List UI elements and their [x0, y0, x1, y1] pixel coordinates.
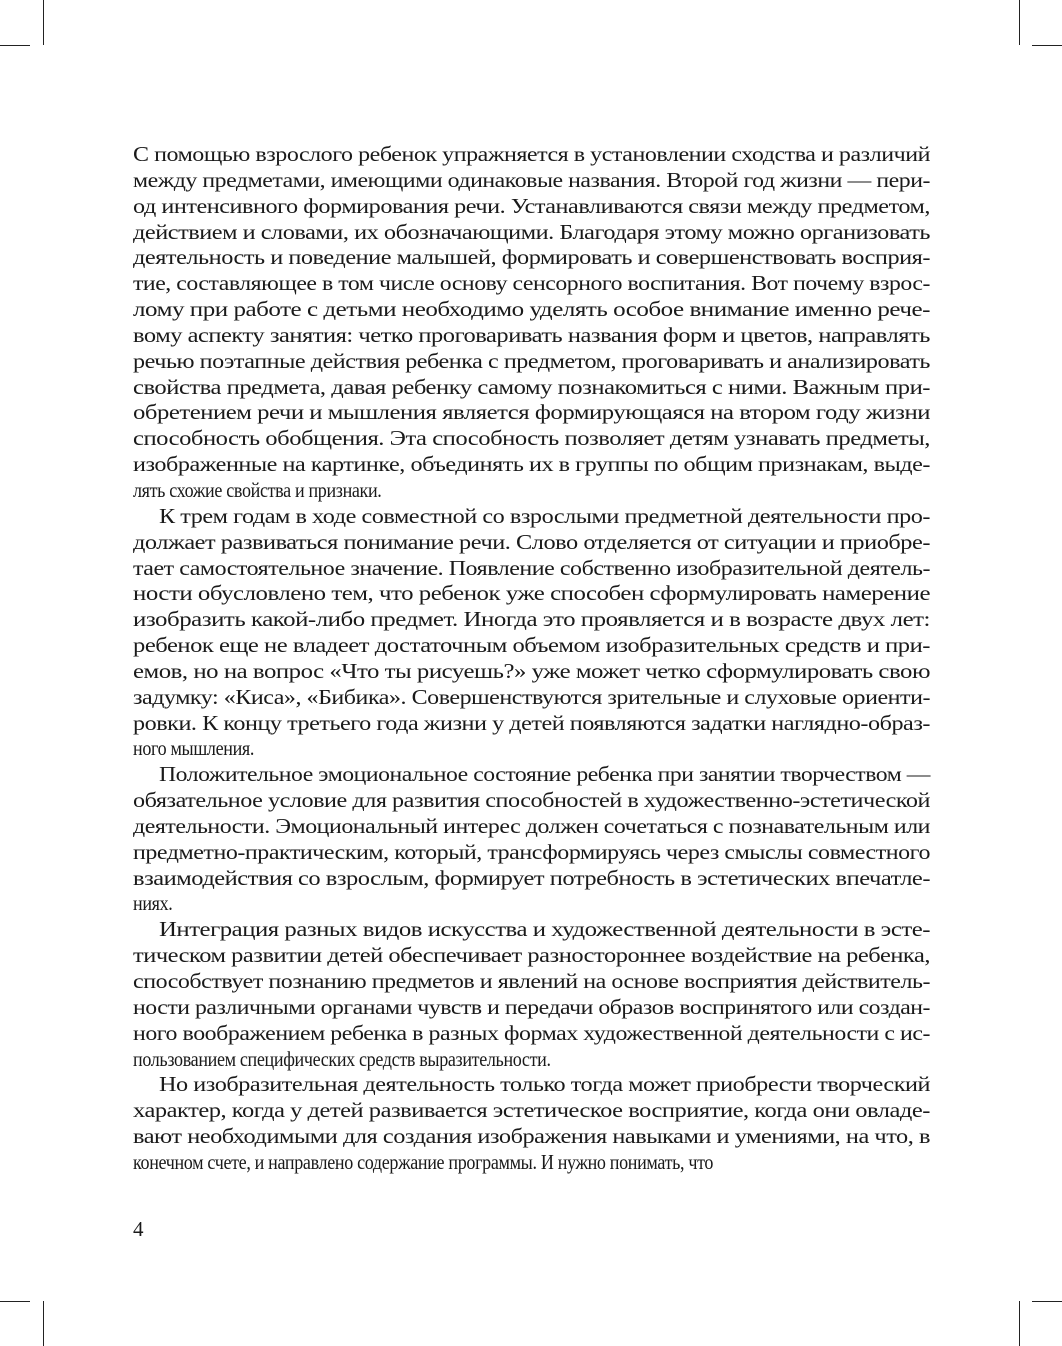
- paragraph: [133, 504, 930, 762]
- text-line-content: изображенные на картинке, объединять их в группы по общим признакам, выде-: [133, 452, 931, 477]
- text-line-content: взаимодействия со взрослым, формирует потребность в эстетических впечатле-: [133, 865, 930, 890]
- text-line: [133, 1124, 930, 1150]
- text-line: [133, 1098, 930, 1124]
- text-line: [133, 943, 930, 969]
- text-line-content: свойства предмета, давая ребенку самому познакомиться с ними. Важным при-: [133, 374, 930, 399]
- text-line-content: должает развиваться понимание речи. Слово отделяется от ситуации и приобре-: [133, 529, 930, 554]
- text-line-content: характер, когда у детей развивается эстетическое восприятие, когда они овладе-: [133, 1098, 930, 1123]
- text-line: [133, 452, 930, 478]
- text-line-content: лять схожие свойства и признаки.: [133, 477, 382, 502]
- text-line: [133, 866, 930, 892]
- text-line: [133, 581, 930, 607]
- body-text: [133, 142, 930, 1176]
- text-line: [133, 814, 930, 840]
- crop-mark-top-right-vertical: [1019, 0, 1020, 45]
- text-line-content: задумку: «Киса», «Бибика». Совершенствуются зрительные и слуховые ориенти-: [133, 684, 930, 709]
- paragraph: [133, 142, 930, 504]
- paragraph: [133, 917, 930, 1072]
- text-line-content: Но изобразительная деятельность только тогда может приобрести творческий: [159, 1072, 930, 1097]
- text-line: [133, 245, 930, 271]
- text-line: [133, 478, 930, 504]
- text-line: [133, 736, 930, 762]
- text-line: [133, 504, 930, 530]
- text-line-content: тает самостоятельное значение. Появление собственно изобразительной деятель-: [133, 555, 930, 580]
- text-line: [133, 917, 930, 943]
- text-line-content: между предметами, имеющими одинаковые названия. Второй год жизни — пери-: [133, 167, 931, 192]
- text-line-content: ребенок еще не владеет достаточным объемом изобразительных средств и при-: [133, 633, 930, 658]
- text-line: [133, 400, 930, 426]
- text-line-content: действием и словами, их обозначающими. Благодаря этому можно организовать: [133, 219, 930, 244]
- text-line: [133, 375, 930, 401]
- text-line-content: Положительное эмоциональное состояние ребенка при занятии творчеством —: [159, 762, 930, 787]
- crop-mark-top-left-vertical: [43, 0, 44, 45]
- text-line-content: ровки. К концу третьего года жизни у детей появляются задатки наглядно-образ-: [133, 710, 931, 735]
- text-line-content: емов, но на вопрос «Что ты рисуешь?» уже может четко сформулировать свою: [133, 658, 931, 683]
- text-line: [133, 323, 930, 349]
- text-line-content: ности обусловлено тем, что ребенок уже способен сформулировать намерение: [133, 581, 930, 606]
- text-line-content: ниях.: [133, 891, 173, 916]
- text-line: [133, 633, 930, 659]
- text-line: [133, 711, 930, 737]
- page-number: 4: [133, 1217, 144, 1241]
- text-line: [133, 530, 930, 556]
- text-line-content: обязательное условие для развития способностей в художественно-эстетической: [133, 788, 930, 813]
- text-line-content: деятельность и поведение малышей, формировать и совершенствовать восприя-: [133, 245, 930, 270]
- text-line: [133, 142, 930, 168]
- text-line-content: К трем годам в ходе совместной со взрослыми предметной деятельности про-: [159, 503, 931, 528]
- text-line: [133, 969, 930, 995]
- text-line: [133, 556, 930, 582]
- crop-mark-top-left-horizontal: [0, 45, 30, 46]
- text-line-content: тическом развитии детей обеспечивает разностороннее воздействие на ребенка,: [133, 943, 930, 968]
- text-line: [133, 1072, 930, 1098]
- text-line-content: деятельности. Эмоциональный интерес должен сочетаться с познавательным или: [133, 813, 930, 838]
- text-line-content: лому при работе с детьми необходимо уделять особое внимание именно рече-: [133, 297, 930, 322]
- text-line: [133, 1047, 930, 1073]
- text-line: [133, 607, 930, 633]
- text-line-content: способствует познанию предметов и явлений на основе восприятия действитель-: [133, 969, 930, 993]
- text-line: [133, 891, 930, 917]
- text-line-content: Интеграция разных видов искусства и художественной деятельности в эсте-: [159, 917, 930, 942]
- text-line-content: способность обобщения. Эта способность позволяет детям узнавать предметы,: [133, 426, 930, 451]
- text-line-content: вают необходимыми для создания изображения навыками и умениями, на что, в: [133, 1124, 930, 1149]
- crop-mark-bottom-right-vertical: [1019, 1301, 1020, 1346]
- crop-mark-bottom-right-horizontal: [1032, 1301, 1062, 1302]
- text-line: [133, 426, 930, 452]
- text-line: [133, 995, 930, 1021]
- crop-mark-bottom-left-horizontal: [0, 1301, 30, 1302]
- text-line: [133, 840, 930, 866]
- paragraph: [133, 762, 930, 917]
- text-line-content: ного мышления.: [133, 736, 255, 761]
- text-line: [133, 168, 930, 194]
- text-line-content: конечном счете, и направлено содержание программы. И нужно понимать, что: [133, 1149, 714, 1174]
- text-line-content: обретением речи и мышления является формирующаяся на втором году жизни: [133, 400, 930, 425]
- text-line: [133, 788, 930, 814]
- text-line-content: тие, составляющее в том числе основу сенсорного воспитания. Вот почему взрос-: [133, 271, 931, 296]
- text-line: [133, 685, 930, 711]
- text-line-content: речью поэтапные действия ребенка с предметом, проговаривать и анализировать: [133, 348, 930, 373]
- crop-mark-bottom-left-vertical: [43, 1301, 44, 1346]
- text-line-content: од интенсивного формирования речи. Устанавливаются связи между предметом,: [133, 193, 930, 218]
- text-line: [133, 762, 930, 788]
- text-line: [133, 1150, 930, 1176]
- text-line-content: пользованием специфических средств выразительности.: [133, 1046, 551, 1071]
- text-line-content: вому аспекту занятия: четко проговаривать названия форм и цветов, направлять: [133, 322, 930, 347]
- text-line: [133, 194, 930, 220]
- text-line: [133, 271, 930, 297]
- text-line-content: изобразить какой-либо предмет. Иногда это проявляется и в возрасте двух лет:: [133, 607, 930, 632]
- text-line-content: ности различными органами чувств и передачи образов воспринятого или создан-: [133, 994, 930, 1019]
- text-line: [133, 220, 930, 246]
- paragraph: [133, 1072, 930, 1175]
- text-line-content: ного воображением ребенка в разных формах художественной деятельности с ис-: [133, 1020, 930, 1045]
- text-line-content: предметно-практическим, который, трансформируясь через смыслы совместного: [133, 839, 930, 864]
- text-line-content: С помощью взрослого ребенок упражняется в установлении сходства и различий: [133, 142, 930, 166]
- text-line: [133, 659, 930, 685]
- text-line: [133, 1021, 930, 1047]
- text-line: [133, 349, 930, 375]
- text-line: [133, 297, 930, 323]
- crop-mark-top-right-horizontal: [1032, 45, 1062, 46]
